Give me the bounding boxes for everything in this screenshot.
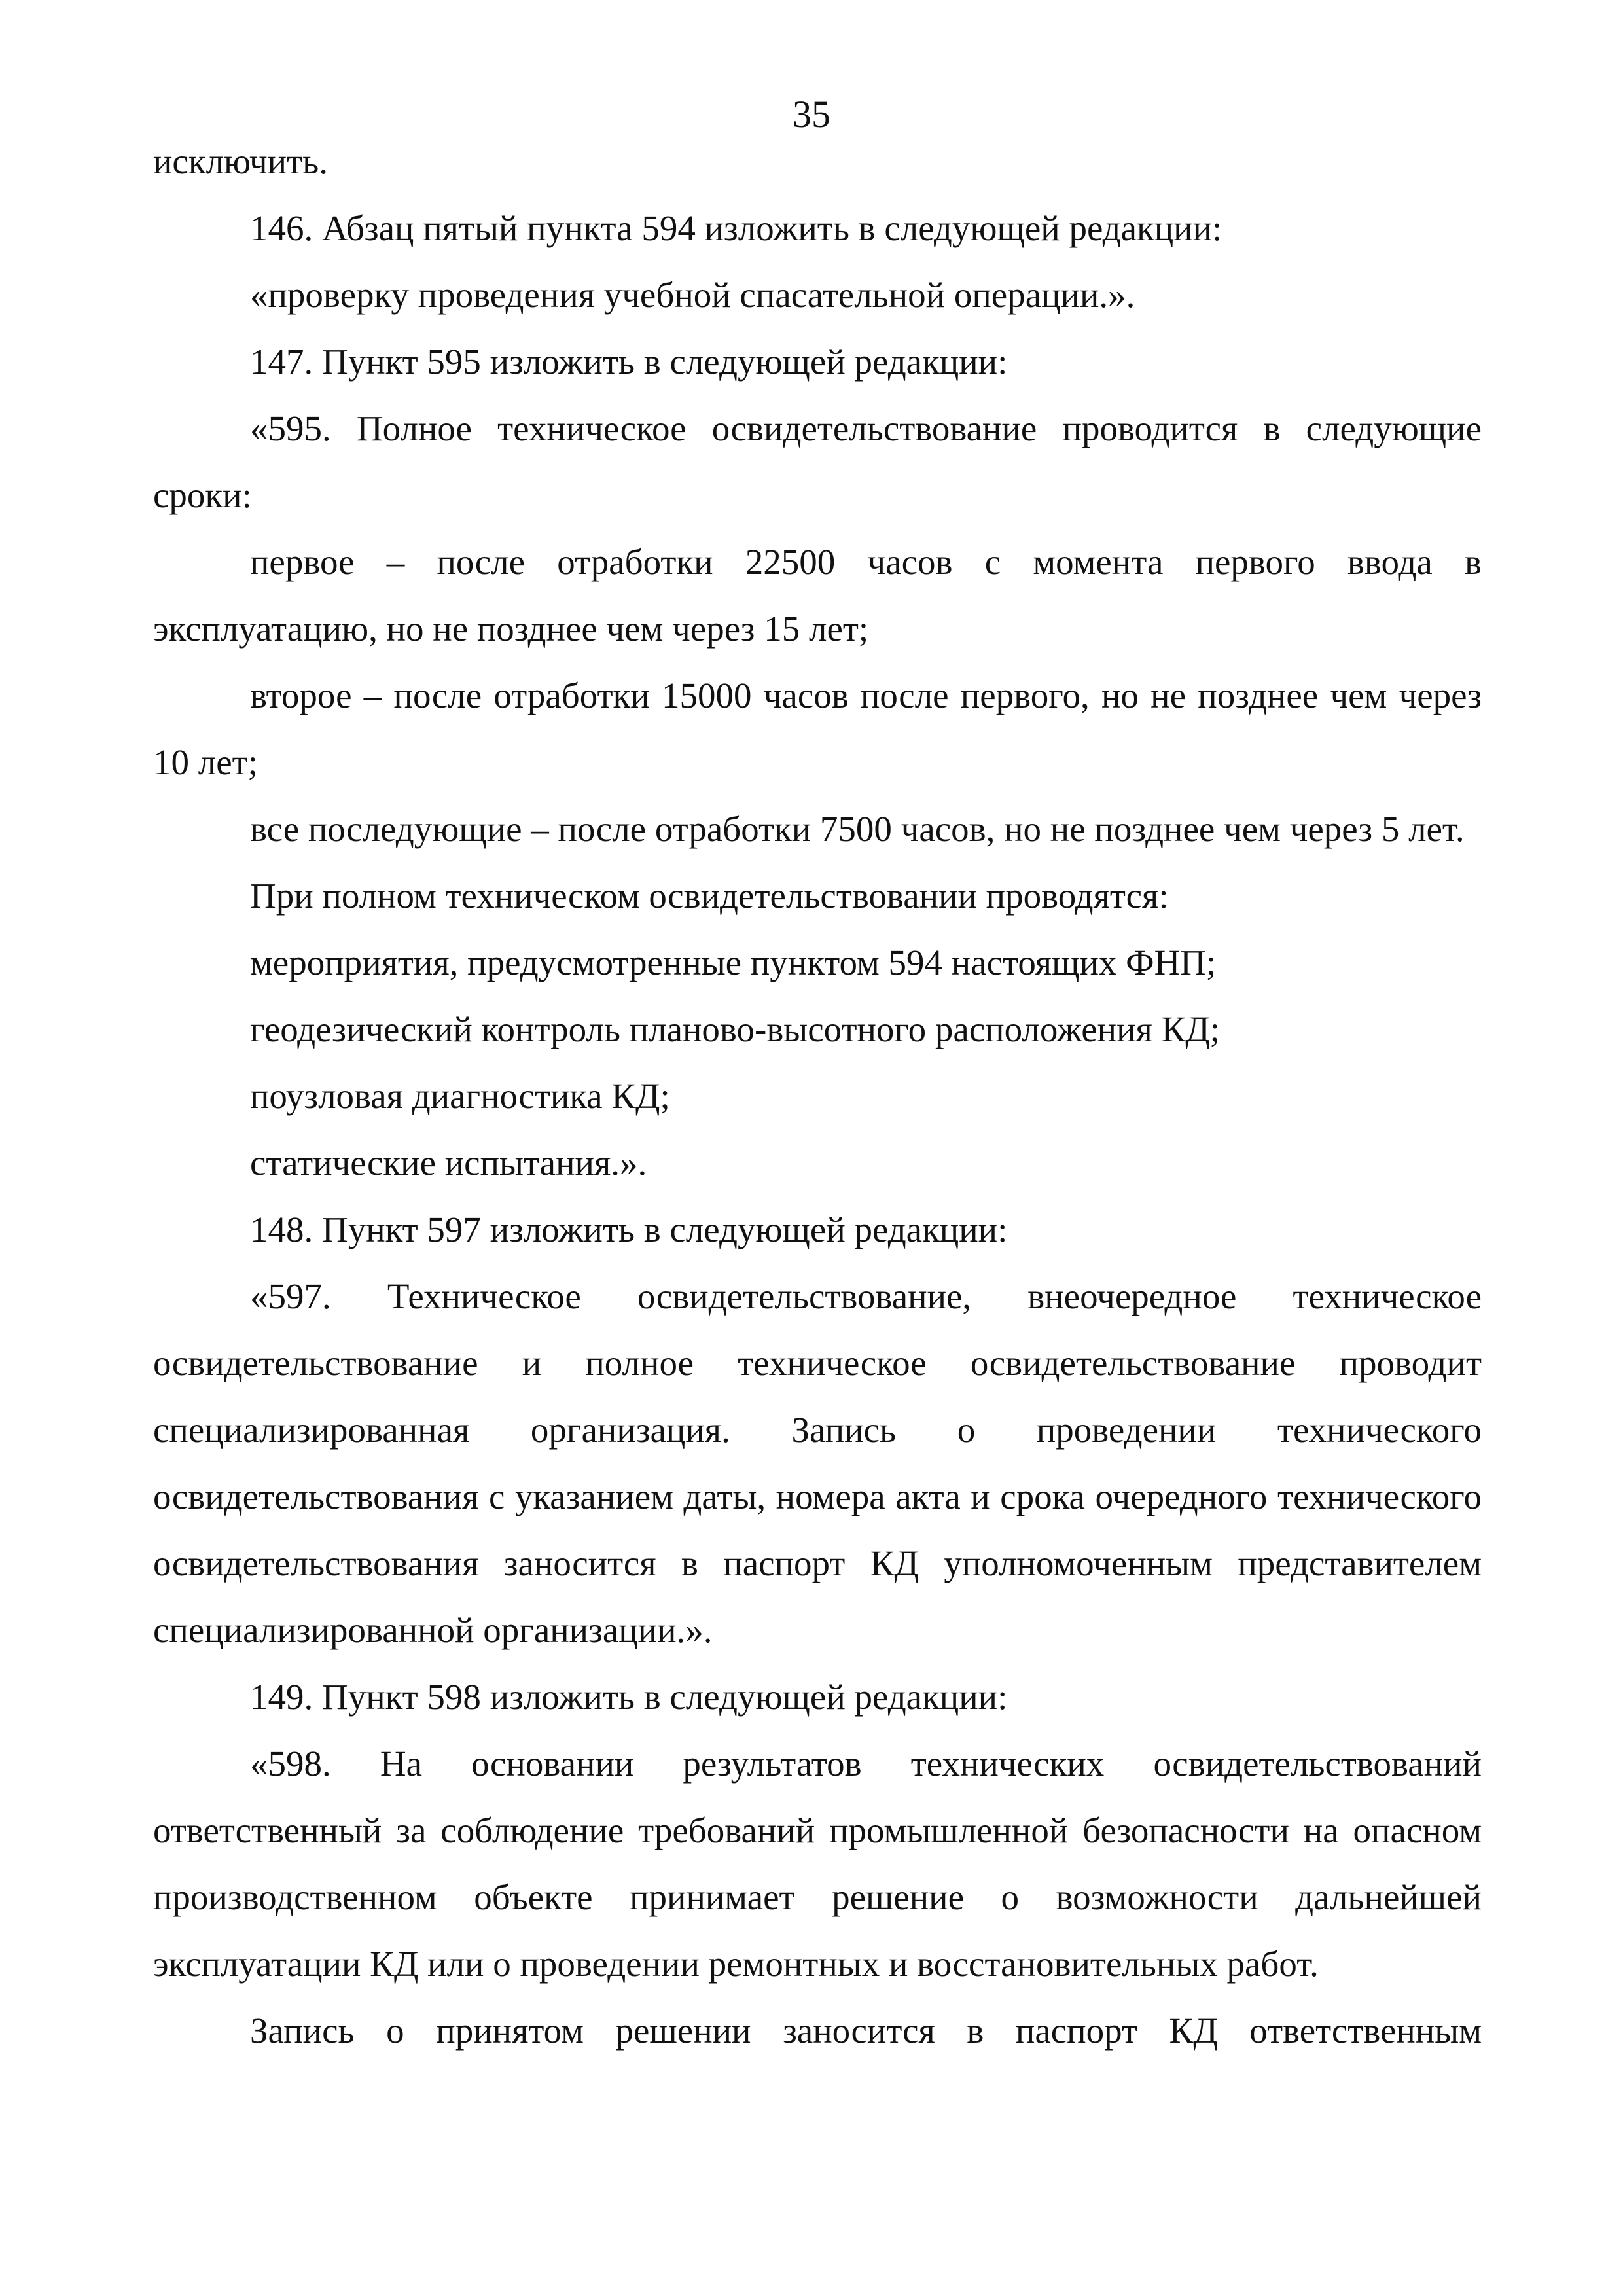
paragraph-record-decision: Запись о принятом решении заносится в паспорт КД ответственным (250, 2011, 1482, 2051)
paragraph-full-inspection-intro: При полном техническом освидетельствовании проводятся: (250, 876, 1169, 916)
paragraph-continuation: исключить. (153, 141, 328, 181)
paragraph-static-tests: статические испытания.». (250, 1143, 647, 1183)
paragraph-item-149: 149. Пункт 598 изложить в следующей редакции: (250, 1677, 1008, 1717)
paragraph-quote-598: «598. На основании результатов технических освидетельствований ответственный за соблюдение требований промышленной безопасности на опасном производственном объекте принимает решение о возможности дальнейшей эксплуатации КД или о проведении ремонтных и восстановительных работ. (153, 1744, 1482, 1984)
paragraph-quote-597: «597. Техническое освидетельствование, внеочередное техническое освидетельствование и полное техническое освидетельствование проводит специализированная организация. Запись о проведении технического освидетельствования с указанием даты, номера акта и срока очередного технического освидетельствования заносится в паспорт КД уполномоченным представителем специализированной организации.». (153, 1276, 1482, 1650)
paragraph-first-term: первое – после отработки 22500 часов с момента первого ввода в эксплуатацию, но не позднее чем через 15 лет; (153, 542, 1482, 649)
paragraph-item-147: 147. Пункт 595 изложить в следующей редакции: (250, 342, 1008, 382)
paragraph-node-diagnostics: поузловая диагностика КД; (250, 1076, 670, 1116)
paragraph-quote-595: «595. Полное техническое освидетельствование проводится в следующие сроки: (153, 408, 1482, 515)
paragraph-item-146: 146. Абзац пятый пункта 594 изложить в следующей редакции: (250, 208, 1222, 248)
page-number: 35 (793, 93, 830, 135)
paragraph-quote-594: «проверку проведения учебной спасательной операции.». (250, 275, 1135, 315)
paragraph-second-term: второе – после отработки 15000 часов после первого, но не позднее чем через 10 лет; (153, 675, 1482, 782)
paragraph-subsequent-terms: все последующие – после отработки 7500 часов, но не позднее чем через 5 лет. (250, 809, 1465, 849)
paragraph-item-148: 148. Пункт 597 изложить в следующей редакции: (250, 1210, 1008, 1249)
paragraph-measures: мероприятия, предусмотренные пунктом 594 настоящих ФНП; (250, 942, 1217, 982)
paragraph-geodetic-control: геодезический контроль планово-высотного расположения КД; (250, 1009, 1221, 1049)
document-body (153, 128, 1482, 2064)
